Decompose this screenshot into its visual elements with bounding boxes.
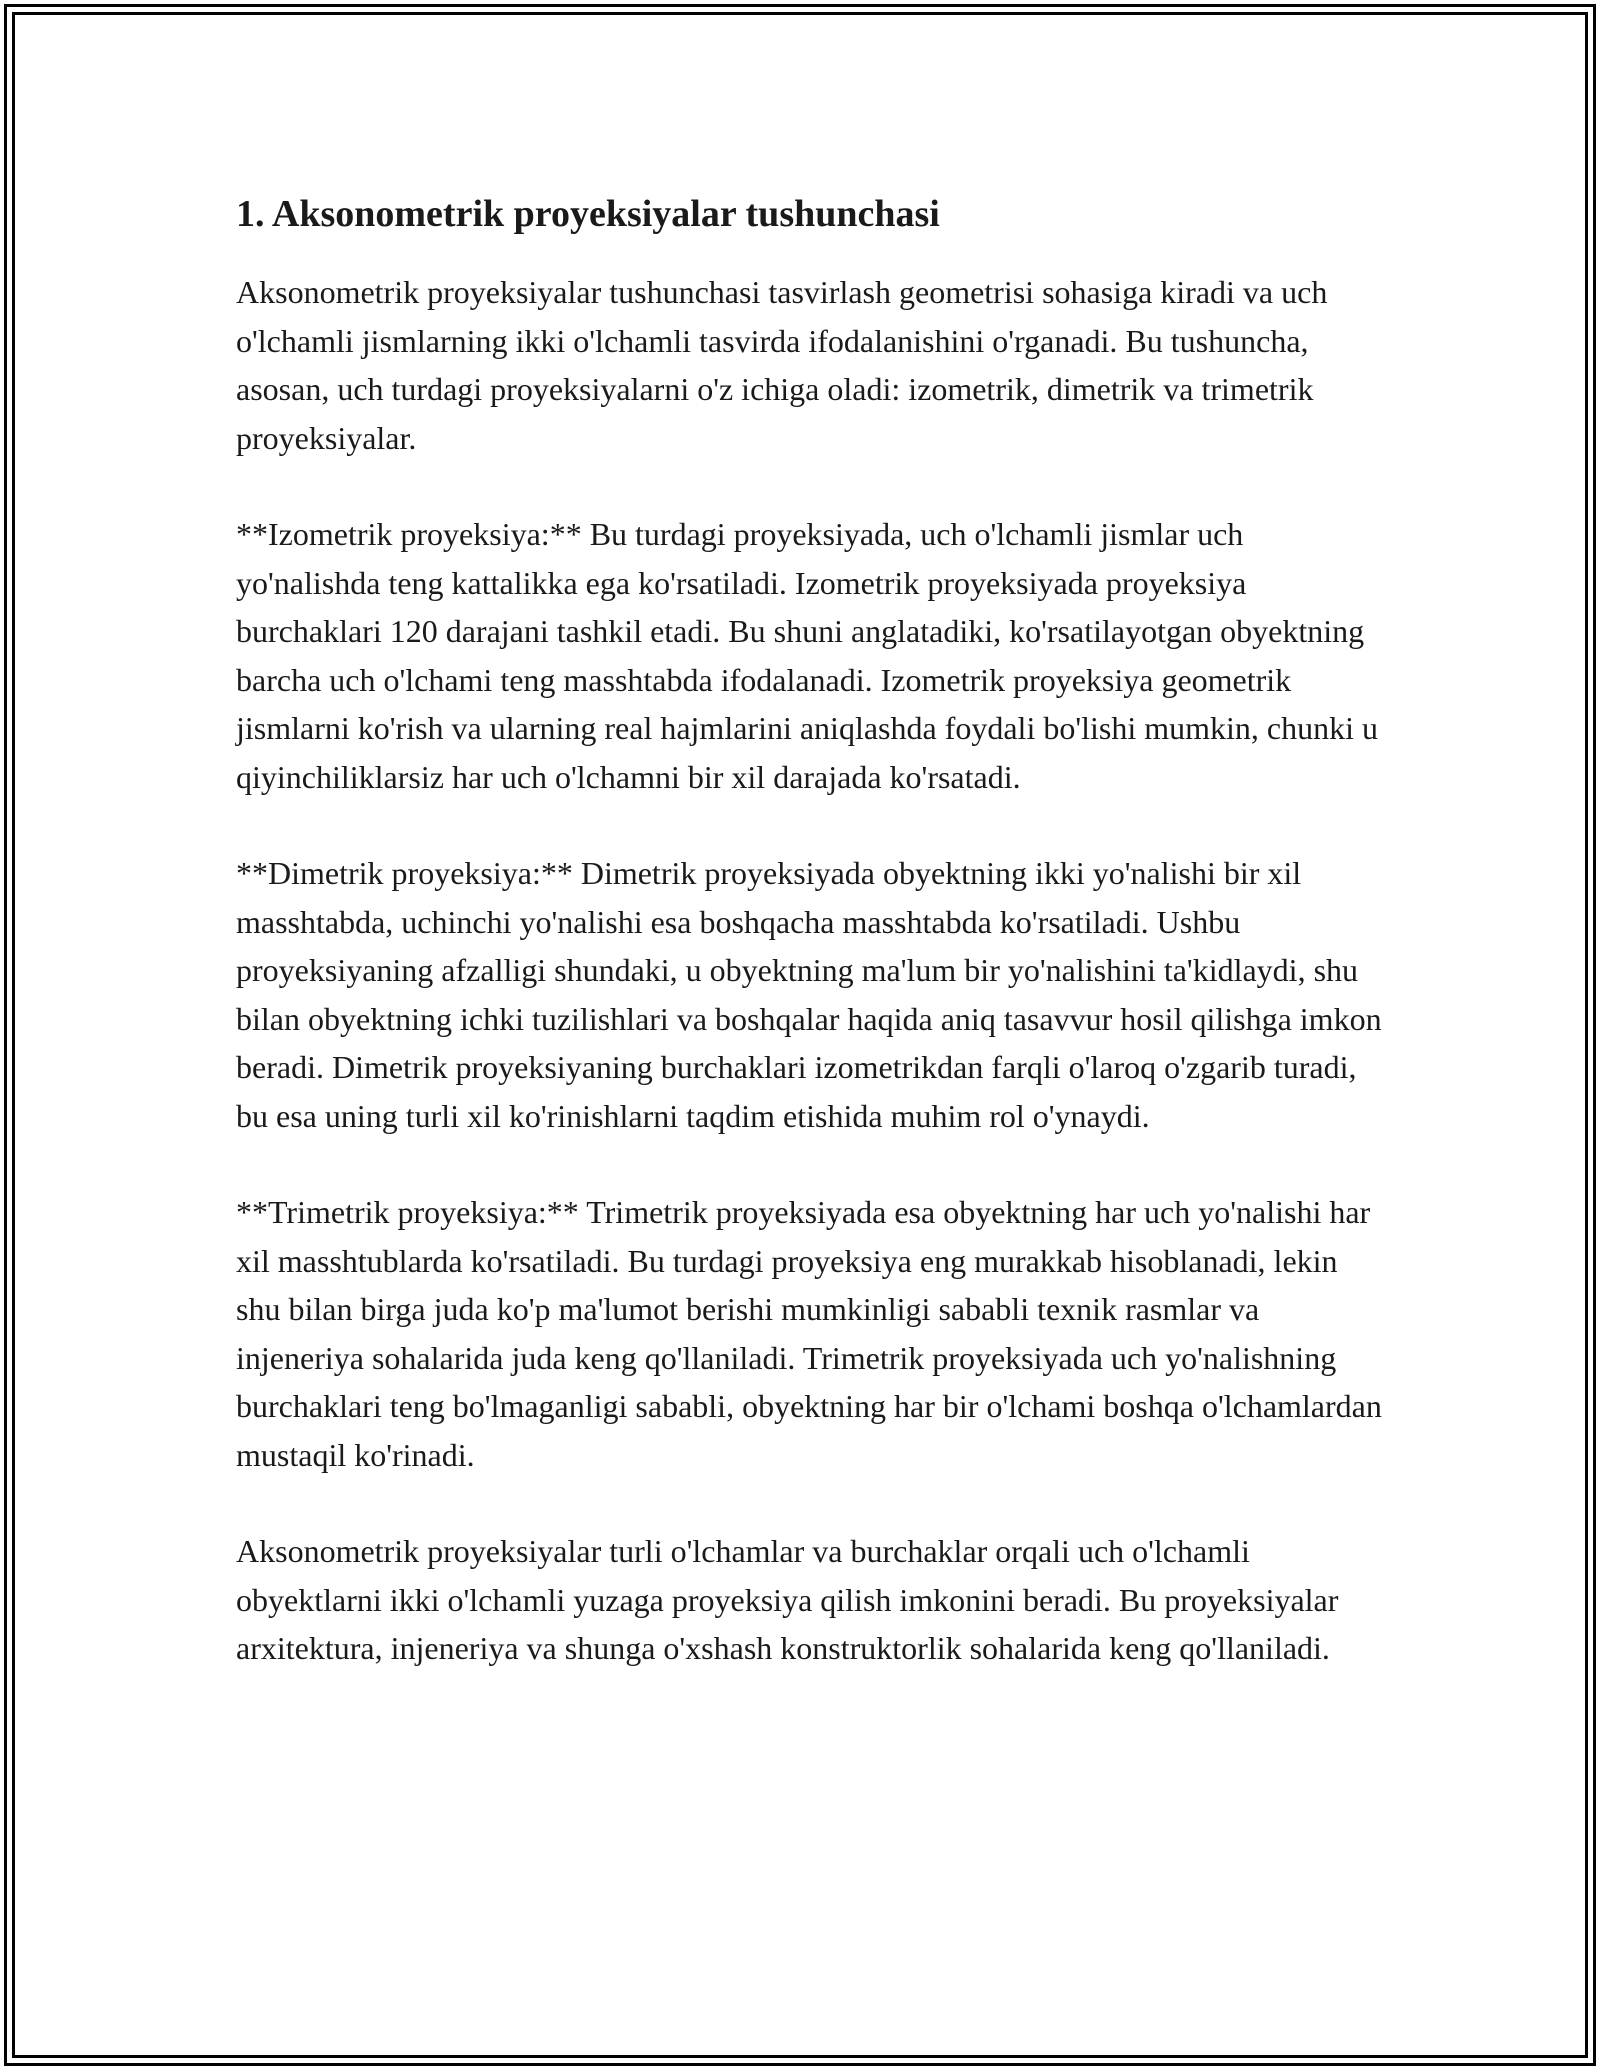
document-body <box>236 186 1386 1721</box>
section-heading: 1. Aksonometrik proyeksiyalar tushunchasi <box>236 193 940 235</box>
paragraph-isometric: **Izometrik proyeksiya:** Bu turdagi proyeksiyada, uch o'lchamli jismlar uch yo'nalishda teng kattalikka ega ko'rsatiladi. Izometrik proyeksiyada proyeksiya burchaklari 120 darajani tashkil etadi. Bu shuni anglatadiki, ko'rsatilayotgan obyektning barcha uch o'lchami teng masshtabda ifodalanadi. Izometrik proyeksiya geometrik jismlarni ko'rish va ularning real hajmlarini aniqlashda foydali bo'lishi mumkin, chunki u qiyinchiliklarsiz har uch o'lchamni bir xil darajada ko'rsatadi. <box>236 516 1378 795</box>
paragraph-dimetric: **Dimetrik proyeksiya:** Dimetrik proyeksiyada obyektning ikki yo'nalishi bir xil masshtabda, uchinchi yo'nalishi esa boshqacha masshtabda ko'rsatiladi. Ushbu proyeksiyaning afzalligi shundaki, u obyektning ma'lum bir yo'nalishini ta'kidlaydi, shu bilan obyektning ichki tuzilishlari va boshqalar haqida aniq tasavvur hosil qilishga imkon beradi. Dimetrik proyeksiyaning burchaklari izometrikdan farqli o'laroq o'zgarib turadi, bu esa uning turli xil ko'rinishlarni taqdim etishida muhim rol o'ynaydi. <box>236 855 1382 1134</box>
paragraph-intro: Aksonometrik proyeksiyalar tushunchasi tasvirlash geometrisi sohasiga kiradi va uch o'lchamli jismlarning ikki o'lchamli tasvirda ifodalanishini o'rganadi. Bu tushuncha, asosan, uch turdagi proyeksiyalarni o'z ichiga oladi: izometrik, dimetrik va trimetrik proyeksiyalar. <box>236 274 1328 456</box>
paragraph-trimetric: **Trimetrik proyeksiya:** Trimetrik proyeksiyada esa obyektning har uch yo'nalishi har xil masshtublarda ko'rsatiladi. Bu turdagi proyeksiya eng murakkab hisoblanadi, lekin shu bilan birga juda ko'p ma'lumot berishi mumkinligi sababli texnik rasmlar va injeneriya sohalarida juda keng qo'llaniladi. Trimetrik proyeksiyada uch yo'nalishning burchaklari teng bo'lmaganligi sababli, obyektning har bir o'lchami boshqa o'lchamlardan mustaqil ko'rinadi. <box>236 1194 1382 1473</box>
paragraph-conclusion: Aksonometrik proyeksiyalar turli o'lchamlar va burchaklar orqali uch o'lchamli obyektlarni ikki o'lchamli yuzaga proyeksiya qilish imkonini beradi. Bu proyeksiyalar arxitektura, injeneriya va shunga o'xshash konstruktorlik sohalarida keng qo'llaniladi. <box>236 1533 1339 1666</box>
